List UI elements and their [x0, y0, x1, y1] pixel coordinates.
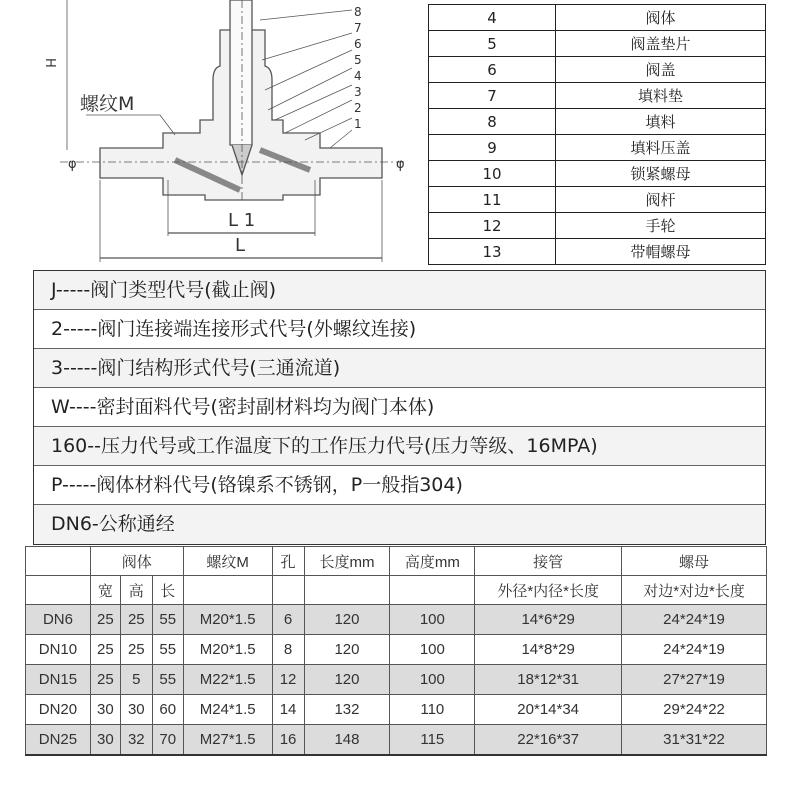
table-cell: 24*24*19 [622, 605, 767, 635]
part-number: 10 [429, 161, 556, 187]
table-cell: DN25 [26, 725, 91, 755]
callout-7: 7 [354, 21, 362, 35]
part-name: 阀盖垫片 [556, 31, 766, 57]
header-row-2 [26, 576, 767, 605]
part-name: 带帽螺母 [556, 239, 766, 265]
table-cell: 55 [152, 635, 183, 665]
table-cell: 148 [304, 725, 390, 755]
table-cell: 14*6*29 [475, 605, 622, 635]
parts-row [429, 83, 766, 109]
part-number: 4 [429, 5, 556, 31]
part-number: 7 [429, 83, 556, 109]
table-cell: 110 [390, 695, 475, 725]
table-cell: 30 [120, 695, 152, 725]
parts-row [429, 109, 766, 135]
table-cell: M22*1.5 [183, 665, 272, 695]
dimensions-table [25, 546, 767, 756]
table-cell: 14*8*29 [475, 635, 622, 665]
part-name: 填料垫 [556, 83, 766, 109]
parts-table [428, 4, 766, 265]
table-cell: 55 [152, 605, 183, 635]
part-number: 5 [429, 31, 556, 57]
table-cell: M27*1.5 [183, 725, 272, 755]
part-number: 11 [429, 187, 556, 213]
parts-row [429, 239, 766, 265]
part-name: 阀盖 [556, 57, 766, 83]
model-code-explanation [33, 270, 766, 545]
callout-3: 3 [354, 85, 362, 99]
column-subheader: 宽 [90, 576, 120, 605]
parts-row [429, 213, 766, 239]
table-cell: 16 [272, 725, 304, 755]
table-cell: M20*1.5 [183, 635, 272, 665]
dim-l-label: L [235, 235, 246, 256]
column-subheader: 长 [152, 576, 183, 605]
table-cell: 100 [390, 605, 475, 635]
column-header: 螺母 [622, 547, 767, 576]
column-subheader [272, 576, 304, 605]
column-subheader: 外径*内径*长度 [475, 576, 622, 605]
column-subheader [390, 576, 475, 605]
table-cell: 25 [90, 635, 120, 665]
spec-line: 2-----阀门连接端连接形式代号(外螺纹连接) [34, 310, 765, 349]
table-cell: 25 [120, 605, 152, 635]
column-header: 长度mm [304, 547, 390, 576]
column-header: 高度mm [390, 547, 475, 576]
table-cell: M20*1.5 [183, 605, 272, 635]
dim-h-label: H [42, 58, 57, 68]
table-cell: 27*27*19 [622, 665, 767, 695]
column-subheader: 对边*对边*长度 [622, 576, 767, 605]
spec-line: 3-----阀门结构形式代号(三通流道) [34, 349, 765, 388]
spec-line: DN6-公称通经 [34, 505, 765, 544]
callout-2: 2 [354, 101, 362, 115]
table-cell: 55 [152, 665, 183, 695]
table-cell: 6 [272, 605, 304, 635]
column-header [26, 547, 91, 576]
table-cell: 120 [304, 665, 390, 695]
table-cell: 18*12*31 [475, 665, 622, 695]
table-cell: DN10 [26, 635, 91, 665]
parts-row [429, 31, 766, 57]
callout-6: 6 [354, 37, 362, 51]
table-cell: 100 [390, 635, 475, 665]
table-cell: 100 [390, 665, 475, 695]
column-subheader [26, 576, 91, 605]
column-subheader [304, 576, 390, 605]
table-cell: 20*14*34 [475, 695, 622, 725]
table-cell: DN20 [26, 695, 91, 725]
spec-line: W----密封面料代号(密封副材料均为阀门本体) [34, 388, 765, 427]
table-cell: 25 [90, 605, 120, 635]
thread-label: 螺纹M [80, 93, 135, 115]
table-cell: 31*31*22 [622, 725, 767, 755]
part-name: 锁紧螺母 [556, 161, 766, 187]
callout-5: 5 [354, 53, 362, 67]
table-cell: 5 [120, 665, 152, 695]
part-name: 填料 [556, 109, 766, 135]
callout-4: 4 [354, 69, 362, 83]
spec-line: J-----阀门类型代号(截止阀) [34, 271, 765, 310]
table-cell: 132 [304, 695, 390, 725]
table-cell: 8 [272, 635, 304, 665]
table-cell: 120 [304, 635, 390, 665]
parts-row [429, 135, 766, 161]
part-number: 12 [429, 213, 556, 239]
table-cell: 12 [272, 665, 304, 695]
table-cell: DN15 [26, 665, 91, 695]
table-row [26, 695, 767, 725]
table-cell: DN6 [26, 605, 91, 635]
spec-line: 160--压力代号或工作温度下的工作压力代号(压力等级、16MPA) [34, 427, 765, 466]
part-name: 阀杆 [556, 187, 766, 213]
column-header: 接管 [475, 547, 622, 576]
table-cell: 14 [272, 695, 304, 725]
table-cell: 24*24*19 [622, 635, 767, 665]
table-cell: M24*1.5 [183, 695, 272, 725]
part-number: 13 [429, 239, 556, 265]
phi-left-label: φ [68, 157, 77, 172]
part-name: 阀体 [556, 5, 766, 31]
header-row-1 [26, 547, 767, 576]
table-cell: 60 [152, 695, 183, 725]
table-row [26, 665, 767, 695]
table-row [26, 725, 767, 755]
column-subheader [183, 576, 272, 605]
part-number: 8 [429, 109, 556, 135]
table-cell: 22*16*37 [475, 725, 622, 755]
table-cell: 32 [120, 725, 152, 755]
table-cell: 115 [390, 725, 475, 755]
parts-row [429, 5, 766, 31]
table-cell: 25 [90, 665, 120, 695]
table-cell: 29*24*22 [622, 695, 767, 725]
spec-line: P-----阀体材料代号(铬镍系不锈钢，P一般指304) [34, 466, 765, 505]
phi-right-label: φ [396, 157, 405, 172]
table-row [26, 635, 767, 665]
column-header: 阀体 [90, 547, 183, 576]
table-cell: 30 [90, 695, 120, 725]
column-header: 孔 [272, 547, 304, 576]
table-cell: 120 [304, 605, 390, 635]
parts-row [429, 57, 766, 83]
table-cell: 25 [120, 635, 152, 665]
dim-l1-label: L 1 [228, 210, 256, 231]
table-cell: 70 [152, 725, 183, 755]
parts-row [429, 161, 766, 187]
table-row [26, 605, 767, 635]
part-number: 9 [429, 135, 556, 161]
part-name: 填料压盖 [556, 135, 766, 161]
callout-1: 1 [354, 117, 362, 131]
callout-8: 8 [354, 5, 362, 19]
part-number: 6 [429, 57, 556, 83]
part-name: 手轮 [556, 213, 766, 239]
column-subheader: 高 [120, 576, 152, 605]
column-header: 螺纹M [183, 547, 272, 576]
valve-cross-section-drawing [0, 0, 430, 265]
parts-row [429, 187, 766, 213]
table-cell: 30 [90, 725, 120, 755]
